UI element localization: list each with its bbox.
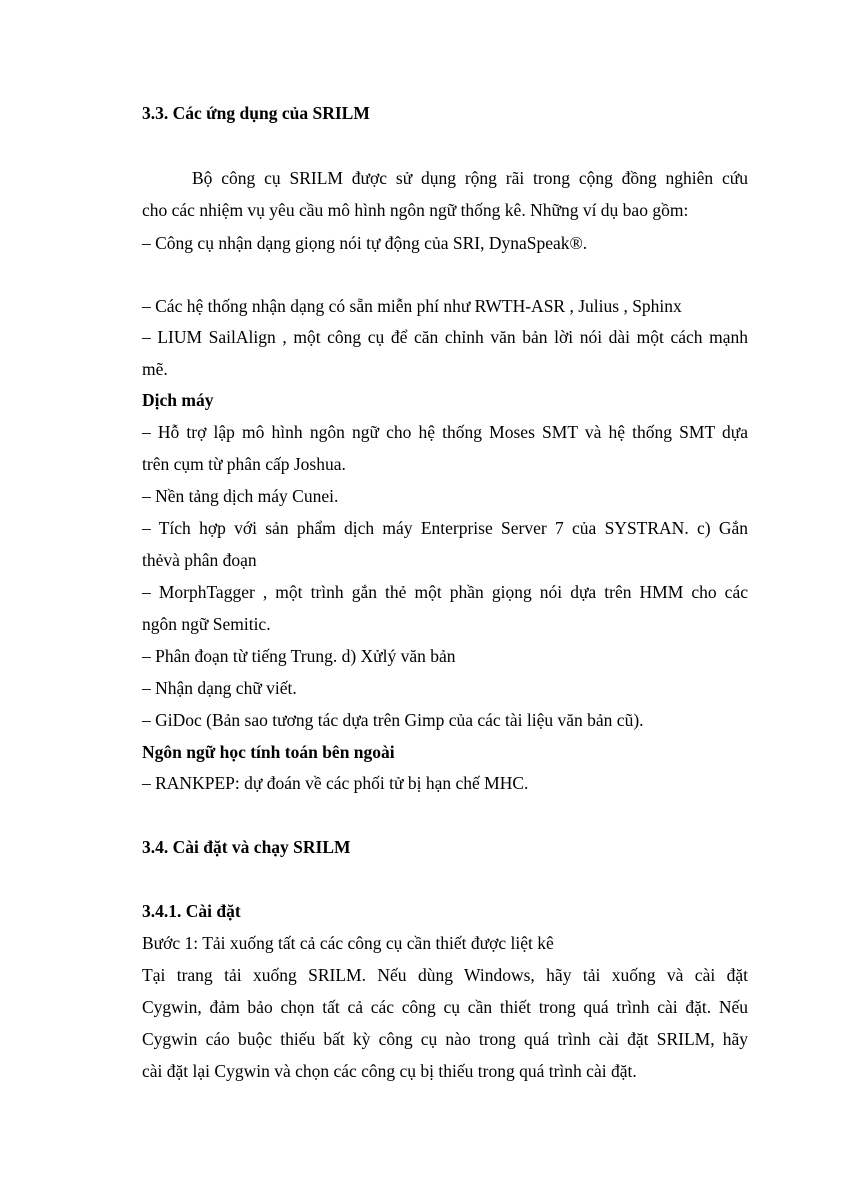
list-item-continuation: thẻvà phân đoạn (142, 550, 257, 570)
intro-paragraph-line: Bộ công cụ SRILM được sử dụng rộng rãi trong cộng đồng nghiên cứu (192, 168, 748, 188)
list-item: – Nhận dạng chữ viết. (142, 678, 297, 698)
intro-paragraph-line: cho các nhiệm vụ yêu cầu mô hình ngôn ngữ thống kê. Những ví dụ bao gồm: (142, 200, 689, 220)
paragraph-line: Cygwin cáo buộc thiếu bất kỳ công cụ nào trong quá trình cài đặt SRILM, hãy (142, 1029, 748, 1049)
list-item: – Nền tảng dịch máy Cunei. (142, 486, 339, 506)
list-item: – Hỗ trợ lập mô hình ngôn ngữ cho hệ thống Moses SMT và hệ thống SMT dựa (142, 422, 748, 442)
list-item: – GiDoc (Bản sao tương tác dựa trên Gimp của các tài liệu văn bản cũ). (142, 710, 644, 730)
paragraph-line: Cygwin, đảm bảo chọn tất cả các công cụ cần thiết trong quá trình cài đặt. Nếu (142, 997, 748, 1017)
paragraph-line: Tại trang tải xuống SRILM. Nếu dùng Windows, hãy tải xuống và cài đặt (142, 965, 748, 985)
list-item: – Công cụ nhận dạng giọng nói tự động của SRI, DynaSpeak®. (142, 233, 588, 253)
section-heading: 3.3. Các ứng dụng của SRILM (142, 103, 370, 123)
list-item-continuation: mẽ. (142, 359, 168, 379)
list-item-continuation: ngôn ngữ Semitic. (142, 614, 271, 634)
section-heading: 3.4. Cài đặt và chạy SRILM (142, 837, 351, 857)
subheading: Dịch máy (142, 390, 214, 410)
list-item-continuation: trên cụm từ phân cấp Joshua. (142, 454, 346, 474)
step-text: Bước 1: Tải xuống tất cả các công cụ cần thiết được liệt kê (142, 933, 554, 953)
list-item: – Phân đoạn từ tiếng Trung. d) Xửlý văn bản (142, 646, 456, 666)
paragraph-line: cài đặt lại Cygwin và chọn các công cụ bị thiếu trong quá trình cài đặt. (142, 1061, 637, 1081)
list-item: – Tích hợp với sản phẩm dịch máy Enterprise Server 7 của SYSTRAN. c) Gắn (142, 518, 748, 538)
list-item: – RANKPEP: dự đoán về các phối tử bị hạn chế MHC. (142, 773, 529, 793)
list-item: – LIUM SailAlign , một công cụ để căn chỉnh văn bản lời nói dài một cách mạnh (142, 327, 748, 347)
subheading: Ngôn ngữ học tính toán bên ngoài (142, 742, 395, 762)
list-item: – MorphTagger , một trình gắn thẻ một phần giọng nói dựa trên HMM cho các (142, 582, 748, 602)
subsection-heading: 3.4.1. Cài đặt (142, 901, 241, 921)
list-item: – Các hệ thống nhận dạng có sẵn miễn phí như RWTH-ASR , Julius , Sphinx (142, 296, 682, 316)
